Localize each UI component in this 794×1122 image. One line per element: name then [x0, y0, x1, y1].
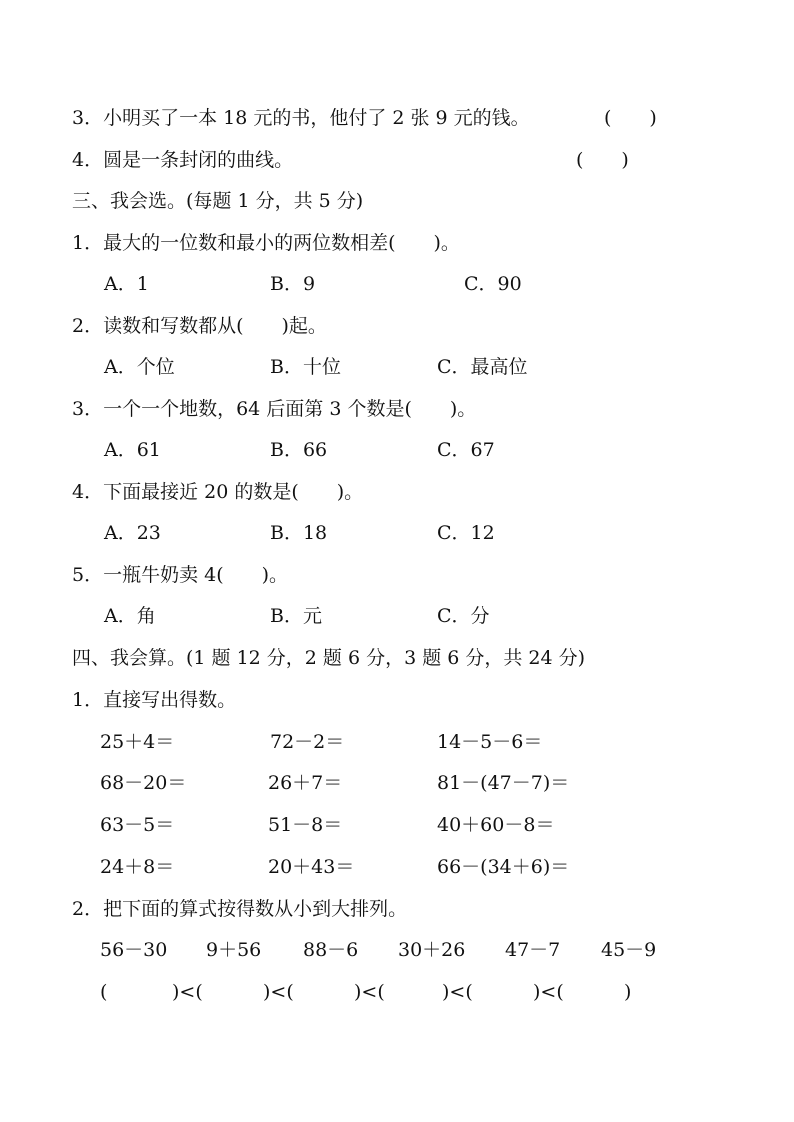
calc-item[interactable]: 25＋4＝	[100, 731, 175, 753]
order-slot-separator: )<(	[442, 981, 473, 1003]
judge-item-4: 4．圆是一条封闭的曲线。	[72, 149, 294, 171]
question-stem: 2．把下面的算式按得数从小到大排列。	[72, 898, 408, 920]
expression: 88－6	[303, 939, 359, 961]
option-b[interactable]: B．元	[270, 605, 322, 627]
question-stem: 5．一瓶牛奶卖 4( )。	[72, 564, 289, 586]
question-stem: 4．下面最接近 20 的数是( )。	[72, 481, 364, 503]
order-slot-separator: )<(	[263, 981, 294, 1003]
judge-item-3: 3．小明买了一本 18 元的书，他付了 2 张 9 元的钱。	[72, 107, 530, 129]
option-c[interactable]: C．67	[437, 439, 495, 461]
option-c[interactable]: C．分	[437, 605, 490, 627]
order-slot-open: (	[100, 981, 108, 1003]
option-b[interactable]: B．18	[270, 522, 328, 544]
section-heading-choose: 三、我会选。(每题 1 分，共 5 分)	[72, 190, 364, 212]
expression: 30＋26	[398, 939, 466, 961]
calc-item[interactable]: 68－20＝	[100, 772, 187, 794]
option-a[interactable]: A．角	[104, 605, 156, 627]
question-stem: 1．最大的一位数和最小的两位数相差( )。	[72, 232, 460, 254]
option-a[interactable]: A．23	[104, 522, 161, 544]
option-b[interactable]: B．十位	[270, 356, 341, 378]
option-b[interactable]: B．66	[270, 439, 328, 461]
option-b[interactable]: B．9	[270, 273, 316, 295]
calc-item[interactable]: 20＋43＝	[268, 856, 355, 878]
calc-item[interactable]: 51－8＝	[268, 814, 343, 836]
question-stem: 3．一个一个地数，64 后面第 3 个数是( )。	[72, 398, 477, 420]
option-c[interactable]: C．12	[437, 522, 495, 544]
calc-item[interactable]: 63－5＝	[100, 814, 175, 836]
answer-blank[interactable]: ( )	[604, 107, 657, 129]
expression: 45－9	[601, 939, 657, 961]
section-heading-calculate: 四、我会算。(1 题 12 分，2 题 6 分，3 题 6 分，共 24 分)	[72, 647, 586, 669]
calc-item[interactable]: 40＋60－8＝	[437, 814, 555, 836]
question-stem: 1．直接写出得数。	[72, 689, 237, 711]
expression: 47－7	[505, 939, 561, 961]
option-a[interactable]: A．61	[104, 439, 161, 461]
calc-item[interactable]: 26＋7＝	[268, 772, 343, 794]
calc-item[interactable]: 66－(34＋6)＝	[437, 856, 570, 878]
option-a[interactable]: A．个位	[104, 356, 175, 378]
calc-item[interactable]: 14－5－6＝	[437, 731, 543, 753]
answer-blank[interactable]: ( )	[576, 149, 629, 171]
order-slot-separator: )<(	[172, 981, 203, 1003]
expression: 9＋56	[206, 939, 262, 961]
question-stem: 2．读数和写数都从( )起。	[72, 315, 327, 337]
order-slot-close: )	[624, 981, 632, 1003]
option-a[interactable]: A．1	[104, 273, 149, 295]
calc-item[interactable]: 24＋8＝	[100, 856, 175, 878]
order-slot-separator: )<(	[533, 981, 564, 1003]
calc-item[interactable]: 81－(47－7)＝	[437, 772, 570, 794]
expression: 56－30	[100, 939, 168, 961]
option-c[interactable]: C．90	[464, 273, 522, 295]
option-c[interactable]: C．最高位	[437, 356, 528, 378]
calc-item[interactable]: 72－2＝	[270, 731, 345, 753]
order-slot-separator: )<(	[354, 981, 385, 1003]
